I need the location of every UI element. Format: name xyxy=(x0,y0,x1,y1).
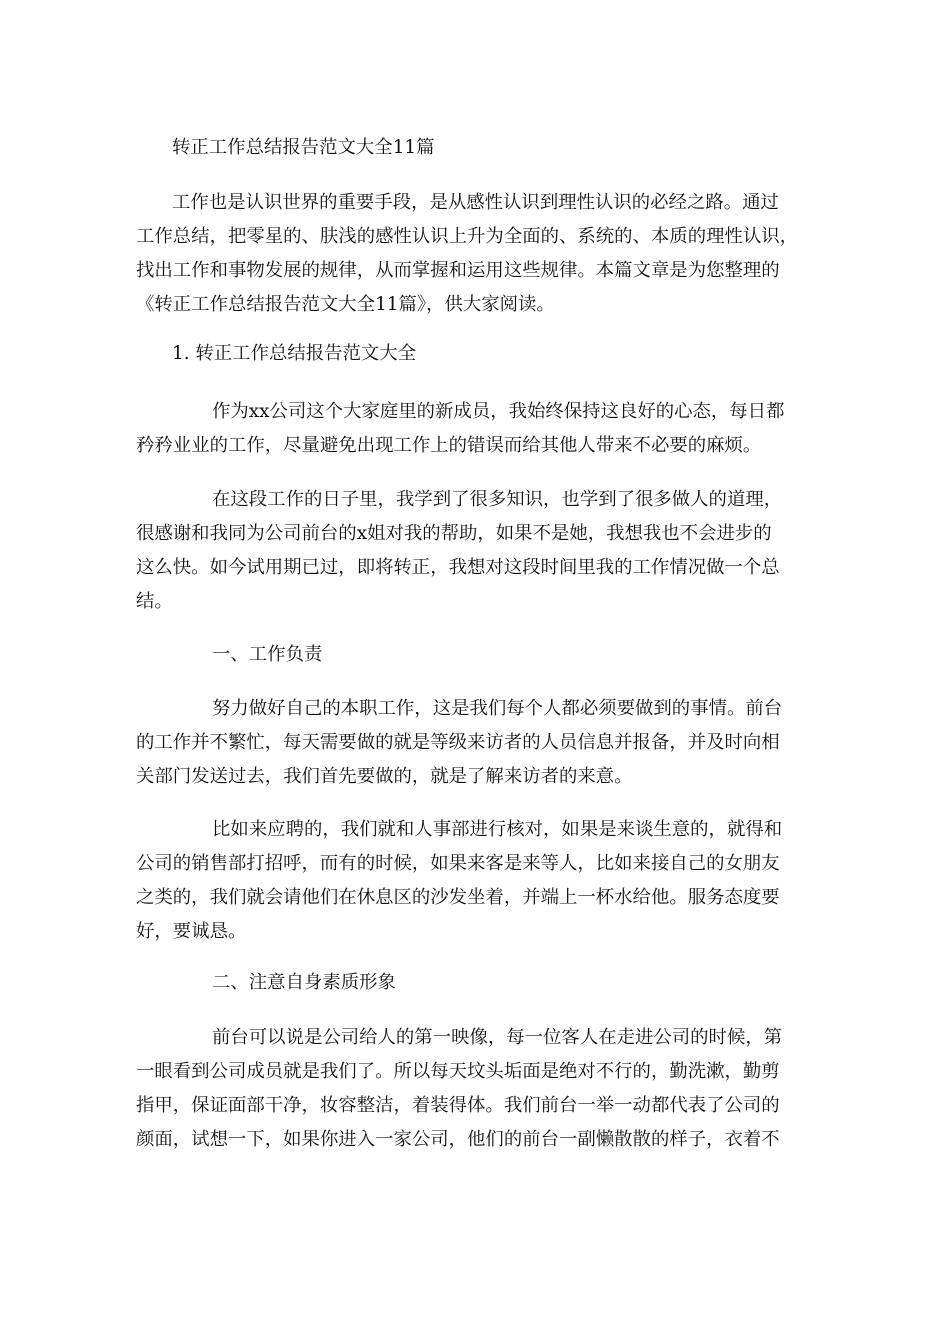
subheading-text: 一、工作负责 xyxy=(212,644,323,665)
subheading-text: 二、注意自身素质形象 xyxy=(212,972,396,993)
text-line: 在这段工作的日子里，我学到了很多知识，也学到了很多做人的道理， xyxy=(212,489,783,510)
text-line: 指甲，保证面部干净，妆容整洁，着装得体。我们前台一举一动都代表了公司的 xyxy=(136,1095,780,1116)
paragraph-4 xyxy=(136,813,816,949)
document-title xyxy=(136,131,816,165)
text-line: 好，要诚恳。 xyxy=(136,921,247,942)
text-line: 找出工作和事物发展的规律，从而掌握和运用这些规律。本篇文章是为您整理的 xyxy=(136,260,780,281)
title-line: 转正工作总结报告范文大全11篇 xyxy=(172,137,435,158)
text-line: 矜矜业业的工作，尽量避免出现工作上的错误而给其他人带来不必要的麻烦。 xyxy=(136,435,762,456)
text-line: 关部门发送过去，我们首先要做的，就是了解来访者的来意。 xyxy=(136,766,633,787)
intro-paragraph xyxy=(136,186,816,322)
text-line: 工作也是认识世界的重要手段，是从感性认识到理性认识的必经之路。通过 xyxy=(172,192,779,213)
text-line: 颜面，试想一下，如果你进入一家公司，他们的前台一副懒散散的样子，衣着不 xyxy=(136,1129,780,1150)
section-heading xyxy=(136,337,816,371)
subheading-one xyxy=(136,638,816,672)
paragraph-5 xyxy=(136,1021,816,1157)
subheading-two xyxy=(136,966,816,1000)
paragraph-1 xyxy=(136,395,816,463)
paragraph-3 xyxy=(136,692,816,794)
text-line: 结。 xyxy=(136,591,173,612)
text-line: 比如来应聘的，我们就和人事部进行核对，如果是来谈生意的，就得和 xyxy=(212,819,783,840)
text-line: 这么快。如今试用期已过，即将转正，我想对这段时间里我的工作情况做一个总 xyxy=(136,557,780,578)
text-line: 很感谢和我同为公司前台的x姐对我的帮助，如果不是她，我想我也不会进步的 xyxy=(136,523,772,544)
text-line: 的工作并不繁忙，每天需要做的就是等级来访者的人员信息并报备，并及时向相 xyxy=(136,732,780,753)
text-line: 努力做好自己的本职工作，这是我们每个人都必须要做到的事情。前台 xyxy=(212,698,783,719)
text-line: 之类的，我们就会请他们在休息区的沙发坐着，并端上一杯水给他。服务态度要 xyxy=(136,887,780,908)
paragraph-2 xyxy=(136,483,816,619)
text-line: 作为xx公司这个大家庭里的新成员，我始终保持这良好的心态，每日都 xyxy=(212,401,785,422)
text-line: 工作总结，把零星的、肤浅的感性认识上升为全面的、系统的、本质的理性认识， xyxy=(136,226,799,247)
section-heading-text: 1. 转正工作总结报告范文大全 xyxy=(172,343,417,364)
text-line: 公司的销售部打招呼，而有的时候，如果来客是来等人，比如来接自己的女朋友 xyxy=(136,853,780,874)
text-line: 《转正工作总结报告范文大全11篇》，供大家阅读。 xyxy=(136,294,555,315)
text-line: 前台可以说是公司给人的第一映像，每一位客人在走进公司的时候，第 xyxy=(212,1027,783,1048)
text-line: 一眼看到公司成员就是我们了。所以每天坟头垢面是绝对不行的，勤洗漱，勤剪 xyxy=(136,1061,780,1082)
